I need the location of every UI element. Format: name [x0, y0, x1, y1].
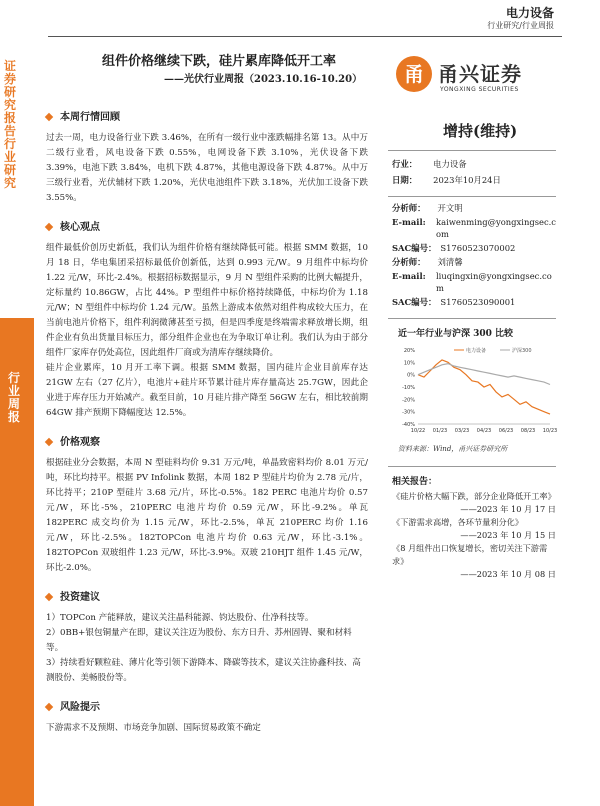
x-tick-label: 10/23: [542, 428, 558, 434]
header-sector: 电力设备: [505, 6, 554, 20]
legend-label: 沪深300: [512, 348, 532, 354]
series-line-industry: [418, 360, 550, 414]
analyst-name: 开文明: [437, 203, 463, 213]
section-core-p1: 组件最低价创历史新低，我们认为组件价格有继续降低可能。根据 SMM 数据，10 月 18 日，华电集团采招标最低价创新低，达到 0.993 元/W。9 月组件中标均价 1.22 元/W，环比-2.4%。根据招标数据显示，9 月 N 型组件采购的比例大幅提升，定标量约 10.86GW，占比 44%。P 型组件中标价格持续降低，中标均价为 1.18 元/W；N 型组件中标均价 1.24 元/W。虽然上游成本依然对组件构成较大压力，在当前电池片价格下，组件利润微薄甚至亏损，但是四季度是终端需求释放增长期，组件企业有负出货量目标压力，部分组件企业也在为争取订单让利。我们认为由于部分组件厂家库存仍处高位，因此组件厂商或为清库存继续降价。: [46, 243, 368, 358]
diamond-bullet-icon: [45, 223, 53, 231]
related-report-title[interactable]: 《硅片价格大幅下跌，部分企业降低开工率》: [392, 491, 556, 501]
y-tick-label: 20%: [403, 348, 415, 354]
x-tick-label: 08/23: [520, 428, 536, 434]
section-price-heading: 价格观察: [46, 433, 368, 448]
x-tick-label: 01/23: [432, 428, 448, 434]
y-tick-label: 10%: [403, 360, 415, 367]
section-market-heading: 本周行情回顾: [46, 108, 368, 123]
section-core-heading: 核心观点: [46, 218, 368, 233]
logo-name-cn: 甬兴证券: [438, 62, 522, 86]
section-risk-heading: 风险提示: [46, 698, 368, 713]
invest-item: 1）TOPCon 产能释放，建议关注晶科能源、钧达股份、仕净科技等。: [46, 613, 314, 623]
analyst-block: 分析师： 开文明 E-mail: kaiwenming@yongxingsec.com SAC编号： S1760523070002 分析师： 刘清馨 E-mail: liuqingxin@yongxingsec.com SAC编号： S1760523090001: [392, 203, 556, 307]
y-tick-label: -20%: [402, 397, 415, 404]
y-tick-label: 0%: [407, 372, 415, 379]
related-report-date: ——2023 年 10 月 15 日: [460, 530, 556, 540]
related-report-title[interactable]: 《8 月组件出口恢复增长，密切关注下游需求》: [392, 543, 548, 566]
diamond-bullet-icon: [45, 113, 53, 121]
analyst-email[interactable]: kaiwenming@yongxingsec.com: [436, 217, 556, 239]
logo-mark-icon: 甬: [396, 56, 432, 92]
y-tick-label: -30%: [402, 409, 415, 416]
related-list: [392, 490, 556, 581]
invest-item: 3）持续看好颗粒硅、薄片化等引领下游降本、降碳等技术，建议关注协鑫科技、高测股份、美畅股份等。: [46, 658, 361, 683]
chart-divider: [388, 466, 556, 467]
chart-title: 近一年行业与沪深 300 比较: [398, 329, 514, 339]
section-price-text: 根据硅业分会数据，本周 N 型硅料均价 9.31 万元/吨，单晶致密料均价 8.01 万元/吨，环比均持平。根据 PV Infolink 数据，本周 182 P 型硅片均价为 2.78 元/片，环比持平；210P 型硅片 3.68 元/片，环比-0.5%。182 PERC 电池片均价 0.57 元/W，环比-5%，210PERC 电池片均价 0.59 元/W，环比-9.2%。单瓦 182PERC 成交均价为 1.15 元/W，环比-2.5%，单瓦 210PERC 均价 1.16 元/W，环比-2.5%。182TOPCon 电池片均价 0.63 元/W，环比-3.1%。182TOPCon 双玻组件 1.23 元/W，环比-3.9%。双玻 210HJT 组件 1.45 元/W，环比-2.0%。: [46, 458, 368, 573]
header-divider: [48, 36, 562, 37]
section-invest-heading: 投资建议: [46, 588, 368, 603]
related-report-title[interactable]: 《下游需求高增，各环节量利分化》: [392, 517, 524, 527]
header-subtitle: 行业研究/行业周报: [487, 21, 554, 30]
diamond-bullet-icon: [45, 703, 53, 711]
sidebar-top-text: 证券研究报告 行业研究: [4, 59, 17, 190]
industry-vs-hs300-chart: [394, 344, 558, 440]
report-subtitle: ——光伏行业周报（2023.10.16-10.20）: [164, 74, 363, 85]
analyst-divider: [388, 318, 556, 319]
section-risk-text: 下游需求不及预期、市场竞争加剧、国际贸易政策不确定: [46, 723, 261, 733]
x-tick-label: 06/23: [498, 428, 514, 434]
sidebar-block-text: 行业周报: [8, 371, 21, 424]
x-tick-label: 10/22: [410, 428, 426, 434]
section-market-text: 过去一周，电力设备行业下跌 3.46%，在所有一级行业中涨跌幅排名第 13。从中万二级行业看，风电设备下跌 0.55%，电网设备下跌 3.10%，光伏设备下跌 3.39%，电池下跌 3.84%，电机下跌 4.87%，其他电源设备下跌 4.87%。从中万三级行业看，光伏辅材下跌 1.20%，光伏电池组件下跌 3.18%，光伏加工设备下跌 3.55%。: [46, 133, 368, 203]
info-divider: [388, 196, 556, 197]
chart-source: 资料来源：Wind，甬兴证券研究所: [398, 445, 508, 453]
analyst2-email[interactable]: liuqingxin@yongxingsec.com: [436, 271, 552, 293]
related-report-date: ——2023 年 10 月 17 日: [460, 504, 556, 514]
analyst2-name: 刘清馨: [437, 257, 463, 267]
analyst2-sac: S1760523090001: [440, 297, 516, 307]
y-tick-label: -10%: [402, 385, 415, 391]
related-report-date: ——2023 年 10 月 08 日: [460, 569, 556, 579]
analyst-sac: S1760523070002: [440, 243, 516, 253]
x-tick-label: 03/23: [454, 428, 470, 434]
report-title: 组件价格继续下跌，硅片累库降低开工率: [101, 54, 336, 69]
info-block: 行业： 电力设备 日期： 2023年10月24日: [392, 159, 501, 185]
legend-label: 电力设备: [466, 348, 487, 354]
section-core-p2: 硅片企业累库，10 月开工率下调。根据 SMM 数据，国内硅片企业目前库存达 21GW 左右（27 亿片），电池片+硅片环节累计硅片库存量高达 25.7GW，因此企业进于库存压力开始减产。截至目前，10 月硅片排产降至 56GW 左右，相比较前期 64GW 排产预期下降幅度达 12.5%。: [46, 363, 368, 418]
y-tick-label: -40%: [402, 422, 415, 428]
company-logo: [396, 56, 556, 100]
diamond-bullet-icon: [45, 438, 53, 446]
series-line-hs300: [418, 364, 550, 385]
logo-name-en: YONGXING SECURITIES: [440, 86, 519, 93]
rating-label: 增持(维持): [443, 122, 518, 140]
diamond-bullet-icon: [45, 593, 53, 601]
invest-item: 2）0BB+银包铜量产在即，建议关注迈为股份、东方日升、苏州固锝、聚和材料等。: [46, 628, 352, 653]
rating-divider: [388, 150, 556, 151]
left-column: [46, 108, 368, 736]
related-heading: 相关报告：: [392, 477, 438, 487]
x-tick-label: 04/23: [476, 428, 492, 434]
